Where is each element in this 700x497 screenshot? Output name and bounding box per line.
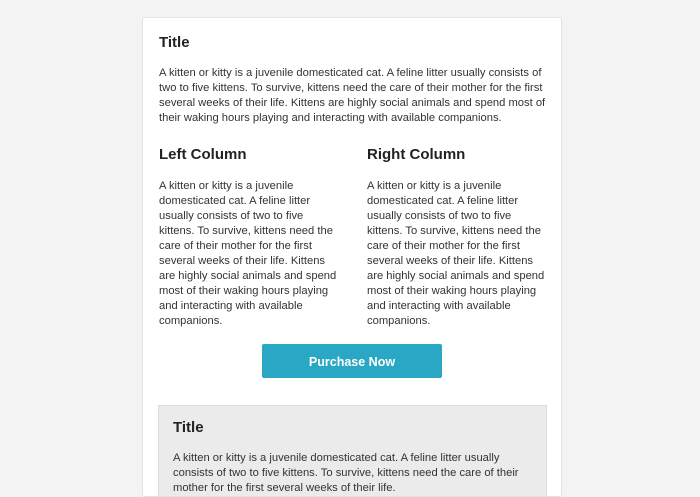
- gray-section-body: A kitten or kitty is a juvenile domesticated cat. A feline litter usually consists of two to five kittens. To survive, kittens need the care of their mother for the first several weeks of their life.: [173, 452, 519, 494]
- right-column-body: A kitten or kitty is a juvenile domesticated cat. A feline litter usually consists of two to five kittens. To survive, kittens need the care of their mother for the first several weeks of their life. Kittens are highly social animals and spend most of their waking hours playing and interacting with available companions.: [367, 180, 545, 327]
- gray-section-title: Title: [173, 419, 204, 436]
- left-column: [159, 146, 339, 329]
- email-card: [142, 17, 562, 497]
- top-section: [159, 34, 547, 126]
- right-column-title: Right Column: [367, 146, 466, 163]
- purchase-now-button[interactable]: Purchase Now: [262, 344, 442, 378]
- two-column-section: [159, 146, 551, 326]
- left-column-body: A kitten or kitty is a juvenile domesticated cat. A feline litter usually consists of two to five kittens. To survive, kittens need the care of their mother for the first several weeks of their life. Kittens are highly social animals and spend most of their waking hours playing and interacting with available companions.: [159, 180, 337, 327]
- top-section-body: A kitten or kitty is a juvenile domesticated cat. A feline litter usually consists of two to five kittens. To survive, kittens need the care of their mother for the first several weeks of their life. Kittens are highly social animals and spend most of their waking hours playing and interacting with available companions.: [159, 67, 546, 124]
- left-column-title: Left Column: [159, 146, 247, 163]
- top-section-title: Title: [159, 34, 190, 51]
- gray-section: [158, 405, 547, 497]
- right-column: [367, 146, 547, 329]
